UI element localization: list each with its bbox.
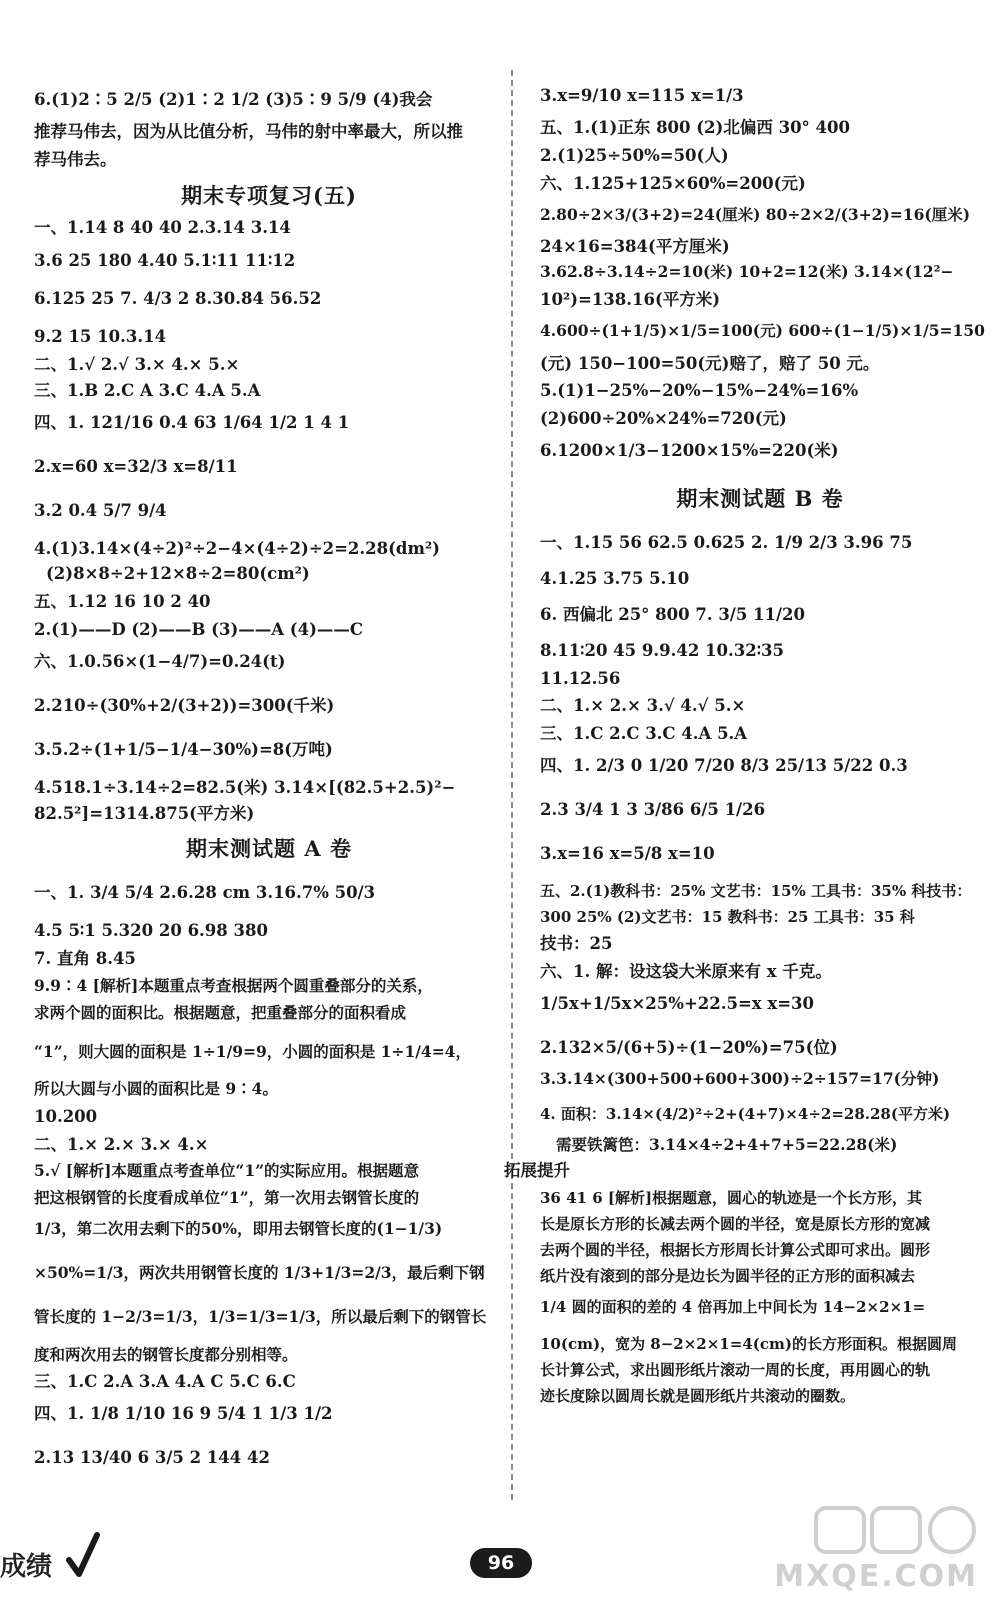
section-heading-test-a: 期末测试题 A 卷: [186, 836, 352, 862]
answer-line: 36 41 6 [解析]根据题意，圆心的轨迹是一个长方形，其: [540, 1188, 923, 1207]
answer-line: 9.2 15 10.3.14: [34, 327, 167, 347]
answer-line: 6.1200×1/3−1200×15%=220(米): [540, 441, 839, 461]
answer-line: 6. 西偏北 25° 800 7. 3/5 11/20: [540, 604, 806, 624]
answer-line: 所以大圆与小圆的面积比是 9∶4。: [34, 1079, 278, 1099]
answer-line: 技书：25: [540, 933, 613, 953]
answer-line: 六、1.125+125×60%=200(元): [540, 173, 806, 193]
answer-line: 24×16=384(平方厘米): [540, 237, 730, 257]
answer-line: 把这根钢管的长度看成单位“1”，第一次用去钢管长度的: [34, 1187, 420, 1207]
left-column: [34, 78, 504, 1480]
answer-line: 3.5.2÷(1+1/5−1/4−30%)=8(万吨): [34, 739, 333, 759]
answer-line: (元) 150−100=50(元)赔了，赔了 50 元。: [540, 353, 880, 373]
section-heading-test-b: 期末测试题 B 卷: [676, 485, 844, 511]
answer-line: 6.(1)2∶5 2/5 (2)1∶2 1/2 (3)5∶9 5/9 (4)我会: [34, 90, 433, 110]
answer-line: 迹长度除以圆周长就是圆形纸片共滚动的圈数。: [540, 1386, 856, 1405]
answer-line: 7. 直角 8.45: [34, 949, 136, 969]
answer-line: 3.3.14×(300+500+600+300)÷2÷157=17(分钟): [540, 1068, 940, 1088]
answer-line: 四、1. 1/8 1/10 16 9 5/4 1 1/3 1/2: [34, 1404, 333, 1423]
section-heading-expand: 拓展提升: [504, 1160, 570, 1180]
footer-brand: 成绩: [0, 1552, 53, 1582]
answer-line: 1/4 圆的面积的差的 4 倍再加上中间长为 14−2×2×1=: [540, 1297, 926, 1316]
answer-line: 一、1. 3/4 5/4 2.6.28 cm 3.16.7% 50/3: [34, 883, 376, 903]
answer-line: 4.600÷(1+1/5)×1/5=100(元) 600÷(1−1/5)×1/5=150: [540, 321, 985, 341]
checkmark-icon: [66, 1532, 100, 1578]
answer-line: 二、1.× 2.× 3.× 4.×: [34, 1134, 209, 1154]
answer-line: 管长度的 1−2/3=1/3，1/3=1/3=1/3，所以最后剩下的钢管长: [34, 1307, 487, 1327]
answer-line: 一、1.14 8 40 40 2.3.14 3.14: [34, 217, 291, 237]
answer-line: 三、1.C 2.A 3.A 4.A C 5.C 6.C: [34, 1372, 296, 1392]
answer-line: 11.12.56: [540, 668, 621, 688]
answer-line: 4.5 5∶1 5.320 20 6.98 380: [34, 921, 268, 941]
review5-answers: [34, 218, 504, 824]
answer-line: 300 25% (2)文艺书：15 教科书：25 工具书：35 科: [540, 907, 915, 926]
answer-line: 五、1.(1)正东 800 (2)北偏西 30° 400: [540, 118, 850, 137]
answer-line: (2)8×8÷2+12×8÷2=80(cm²): [46, 564, 310, 584]
watermark-logo-icon: [806, 1502, 986, 1562]
watermark: [774, 1502, 986, 1598]
answer-line: 10(cm)，宽为 8−2×2×1=4(cm)的长方形面积。根据圆周: [540, 1334, 957, 1353]
answer-line: 四、1. 121/16 0.4 63 1/64 1/2 1 4 1: [34, 412, 350, 432]
answer-line: 求两个圆的面积比。根据题意，把重叠部分的面积看成: [34, 1002, 407, 1022]
answer-line: 二、1.× 2.× 3.√ 4.√ 5.×: [540, 696, 746, 716]
answer-line: 四、1. 2/3 0 1/20 7/20 8/3 25/13 5/22 0.3: [540, 756, 908, 776]
answer-line: 2.3 3/4 1 3 3/86 6/5 1/26: [540, 800, 766, 820]
left-top-block: [34, 78, 504, 170]
answer-line: 10²)=138.16(平方米): [540, 289, 721, 309]
answer-line: 荐马伟去。: [34, 149, 117, 169]
answer-line: 5.√ [解析]本题重点考查单位“1”的实际应用。根据题意: [34, 1161, 420, 1181]
answer-line: 4.(1)3.14×(4÷2)²÷2−4×(4÷2)÷2=2.28(dm²): [34, 538, 440, 558]
answer-line: 2.210÷(30%+2/(3+2))=300(千米): [34, 695, 335, 715]
section-heading-review-5: 期末专项复习(五): [181, 182, 357, 208]
answer-line: (2)600÷20%×24%=720(元): [540, 409, 787, 429]
answer-line: 长是原长方形的长减去两个圆的半径，宽是原长方形的宽减: [540, 1214, 931, 1233]
answer-line: 3.6 25 180 4.40 5.1∶11 11∶12: [34, 251, 296, 271]
testB-answers: [540, 521, 980, 1155]
answer-line: 2.(1)——D (2)——B (3)——A (4)——C: [34, 619, 364, 639]
answer-line: 纸片没有滚到的部分是边长为圆半径的正方形的面积减去: [540, 1266, 916, 1285]
answer-line: 3.2 0.4 5/7 9/4: [34, 500, 167, 520]
answer-line: ×50%=1/3，两次共用钢管长度的 1/3+1/3=2/3，最后剩下钢: [34, 1263, 485, 1283]
answer-line: 2.(1)25÷50%=50(人): [540, 145, 729, 165]
answer-line: 4.1.25 3.75 5.10: [540, 568, 690, 588]
answer-line: 10.200: [34, 1106, 98, 1126]
answer-line: 2.13 13/40 6 3/5 2 144 42: [34, 1448, 270, 1467]
testA-answers: [34, 871, 504, 1480]
answer-line: 3.62.8÷3.14÷2=10(米) 10+2=12(米) 3.14×(12²−: [540, 262, 954, 282]
answer-line: 一、1.15 56 62.5 0.625 2. 1/9 2/3 3.96 75: [540, 533, 913, 553]
answer-line: 长计算公式，求出圆形纸片滚动一周的长度，再用圆心的轨: [540, 1360, 931, 1379]
answer-line: 度和两次用去的钢管长度都分别相等。: [34, 1344, 298, 1364]
answer-line: 二、1.√ 2.√ 3.× 4.× 5.×: [34, 354, 240, 374]
right-top-block: [540, 74, 985, 473]
answer-line: “1”，则大圆的面积是 1÷1/9=9，小圆的面积是 1÷1/4=4，: [34, 1041, 471, 1061]
expand-answers: [540, 1189, 980, 1405]
answer-line: 五、2.(1)教科书：25% 文艺书：15% 工具书：35% 科技书：: [540, 881, 972, 900]
answer-line: 9.9∶4 [解析]本题重点考查根据两个圆重叠部分的关系，: [34, 975, 433, 995]
answer-line: 6.125 25 7. 4/3 2 8.30.84 56.52: [34, 289, 322, 309]
column-divider: [511, 70, 513, 1500]
answer-line: 需要铁篱笆：3.14×4÷2+4+7+5=22.28(米): [556, 1135, 898, 1155]
answer-line: 六、1. 解：设这袋大米原来有 x 千克。: [540, 961, 832, 981]
answer-line: 1/3，第二次用去剩下的50%，即用去钢管长度的(1−1/3): [34, 1219, 443, 1239]
answer-line: 8.11∶20 45 9.9.42 10.32∶35: [540, 640, 784, 660]
answer-line: 五、1.12 16 10 2 40: [34, 592, 211, 612]
page-number: 96: [470, 1548, 532, 1578]
answer-line: 去两个圆的半径，根据长方形周长计算公式即可求出。圆形: [540, 1240, 931, 1259]
answer-line: 三、1.B 2.C A 3.C 4.A 5.A: [34, 380, 261, 400]
answer-line: 2.x=60 x=32/3 x=8/11: [34, 456, 238, 476]
answer-line: 2.80÷2×3/(3+2)=24(厘米) 80÷2×2/(3+2)=16(厘米): [540, 205, 971, 225]
answer-line: 六、1.0.56×(1−4/7)=0.24(t): [34, 651, 286, 671]
watermark-text: MXQE.COM: [774, 1559, 978, 1594]
answer-line: 推荐马伟去，因为从比值分析，马伟的射中率最大，所以推: [34, 122, 463, 141]
right-column: [504, 78, 985, 1405]
answer-line: 三、1.C 2.C 3.C 4.A 5.A: [540, 724, 748, 744]
answer-line: 3.x=9/10 x=115 x=1/3: [540, 86, 744, 106]
answer-line: 3.x=16 x=5/8 x=10: [540, 844, 715, 864]
answer-line: 2.132×5/(6+5)÷(1−20%)=75(位): [540, 1037, 838, 1057]
answer-line: 1/5x+1/5x×25%+22.5=x x=30: [540, 993, 814, 1013]
answer-line: 82.5²]=1314.875(平方米): [34, 803, 255, 823]
answer-line: 5.(1)1−25%−20%−15%−24%=16%: [540, 381, 859, 401]
answer-line: 4. 面积：3.14×(4/2)²÷2+(4+7)×4÷2=28.28(平方米): [540, 1105, 951, 1124]
answer-line: 4.518.1÷3.14÷2=82.5(米) 3.14×[(82.5+2.5)²−: [34, 777, 456, 797]
